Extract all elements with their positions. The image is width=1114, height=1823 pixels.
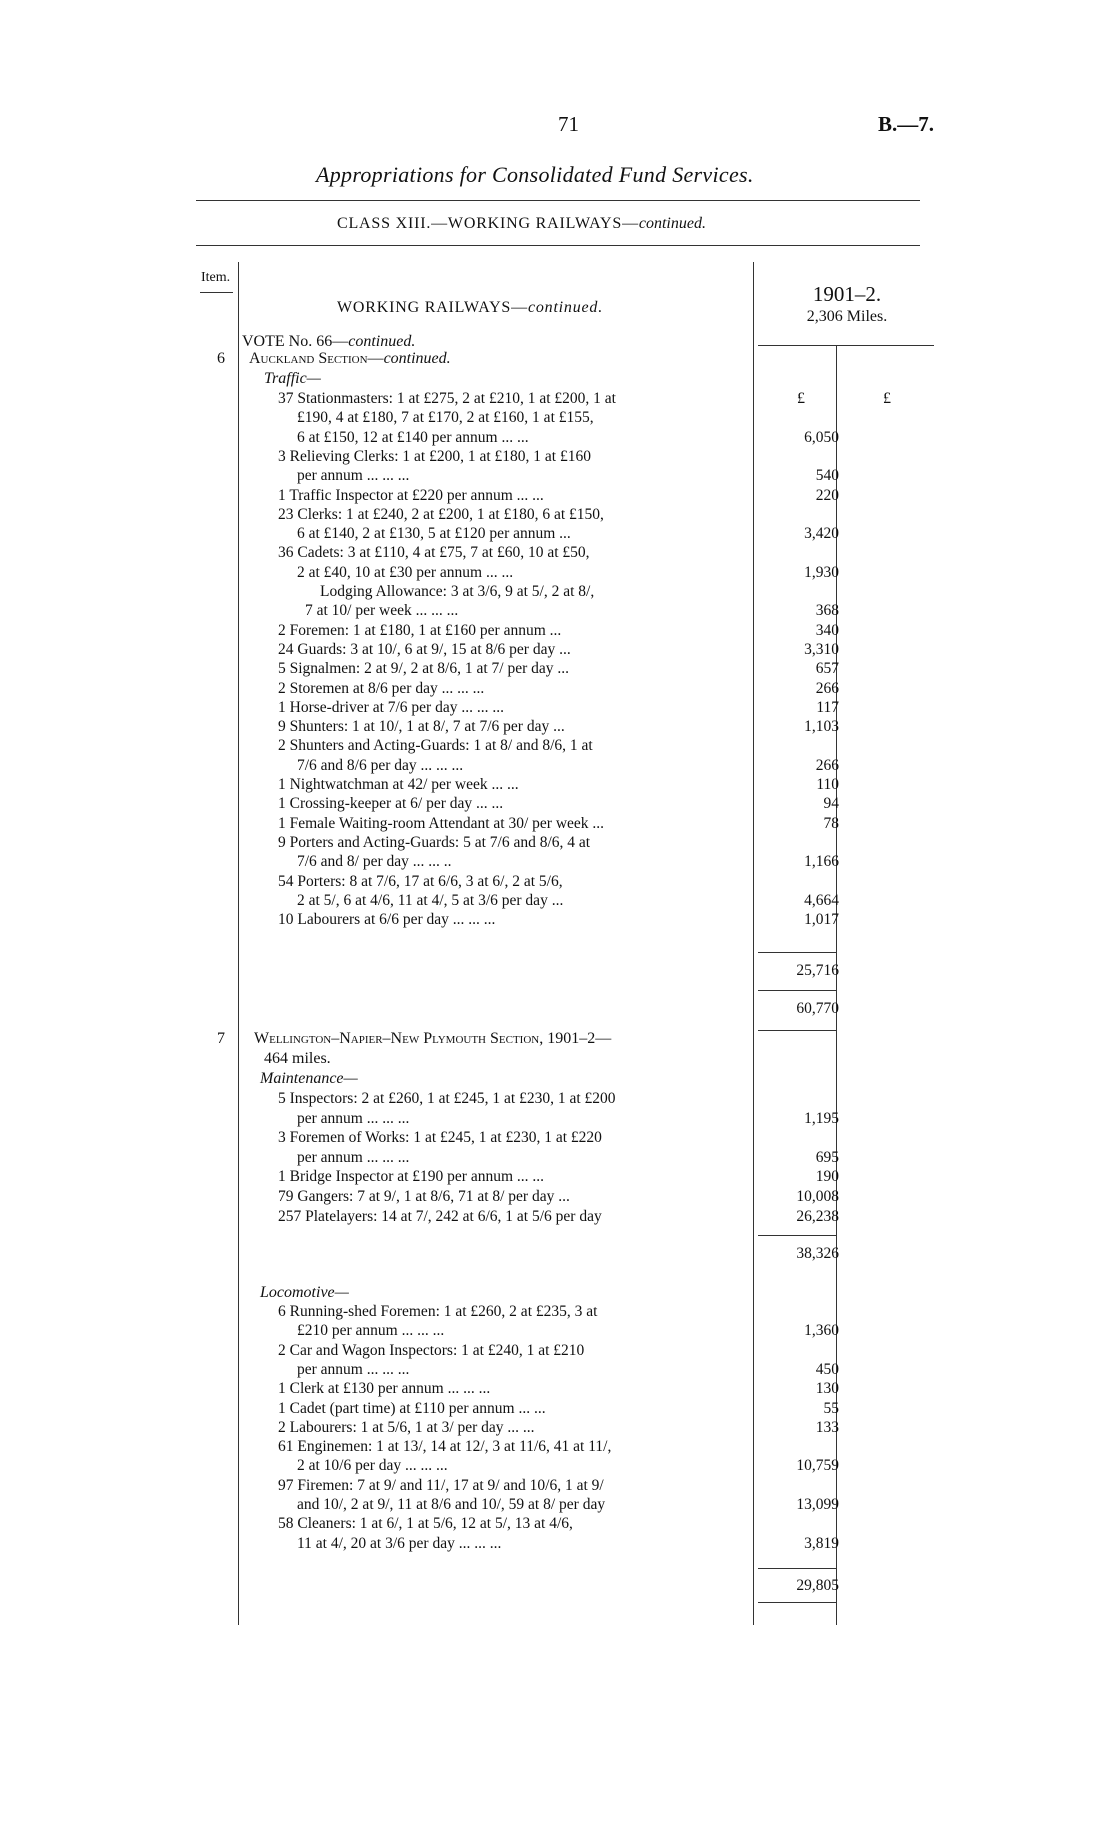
ledger-row-description: 97 Firemen: 7 at 9/ and 11/, 17 at 9/ and 10/6, 1 at 9/ xyxy=(278,1476,604,1494)
ledger-row-description: 61 Enginemen: 1 at 13/, 14 at 12/, 3 at 11/6, 41 at 11/, xyxy=(278,1438,612,1456)
ledger-row-description: 257 Platelayers: 14 at 7/, 242 at 6/6, 1 at 5/6 per day xyxy=(278,1207,602,1225)
ledger-row-amount: 110 xyxy=(816,776,839,793)
page-title: Appropriations for Consolidated Fund Services. xyxy=(316,162,754,187)
ledger-row-description: per annum ... ... ... xyxy=(297,1360,410,1378)
ledger-row-amount: 117 xyxy=(816,698,839,716)
item-column-header: Item. xyxy=(201,270,231,285)
year-header-rule xyxy=(758,345,934,346)
ledger-row-description: 7 at 10/ per week ... ... ... xyxy=(305,602,459,620)
ledger-row-description: 3 Relieving Clerks: 1 at £200, 1 at £180, 1 at £160 xyxy=(278,447,591,465)
ledger-row-description: 6 Running-shed Foremen: 1 at £260, 2 at £235, 3 at xyxy=(278,1303,598,1320)
ledger-row-description: 7/6 and 8/ per day ... ... .. xyxy=(297,853,452,871)
ledger-row-amount: 94 xyxy=(823,795,839,813)
ledger-row-description: 24 Guards: 3 at 10/, 6 at 9/, 15 at 8/6 per day ... xyxy=(278,640,571,658)
ledger-row-amount: 10,008 xyxy=(796,1188,839,1205)
maintenance-subtotal: 38,326 xyxy=(796,1245,839,1262)
item-header-rule xyxy=(200,292,233,293)
ledger-row-description: 23 Clerks: 1 at £240, 2 at £200, 1 at £180, 6 at £150, xyxy=(278,505,604,523)
ledger-row-description: per annum ... ... ... xyxy=(297,467,410,485)
ledger-row-amount: 26,238 xyxy=(796,1207,839,1225)
ledger-row-amount: 3,310 xyxy=(804,640,839,658)
locomotive-subtotal-rule xyxy=(758,1568,836,1569)
vote-label: VOTE No. 66—continued. xyxy=(242,333,416,350)
item6-total: 60,770 xyxy=(796,1000,839,1017)
maintenance-subheading: Maintenance— xyxy=(260,1070,358,1087)
ledger-row-description: 2 at 10/6 per day ... ... ... xyxy=(297,1457,448,1475)
ledger-row-amount: 340 xyxy=(815,621,839,639)
ledger-row-description: 2 at £40, 10 at £30 per annum ... ... xyxy=(297,563,514,581)
ledger-row-amount: 1,930 xyxy=(804,563,839,581)
ledger-row-description: 1 Female Waiting-room Attendant at 30/ per week ... xyxy=(278,814,605,832)
ledger-row-amount: 55 xyxy=(823,1399,839,1417)
item6-subtotal-rule xyxy=(758,952,836,953)
wellington-section-heading: Wellington–Napier–New Plymouth Section, 1901–2— xyxy=(254,1030,612,1047)
ledger-row-description: 36 Cadets: 3 at £110, 4 at £75, 7 at £60, 10 at £50, xyxy=(278,544,590,562)
ledger-row-amount: 368 xyxy=(815,602,839,620)
ledger-row-description: 1 Nightwatchman at 42/ per week ... ... xyxy=(278,776,519,793)
ledger-row-amount: 130 xyxy=(815,1380,839,1398)
locomotive-subheading: Locomotive— xyxy=(260,1284,349,1301)
header-rule xyxy=(196,245,920,246)
ledger-row-description: 2 at 5/, 6 at 4/6, 11 at 4/, 5 at 3/6 per day ... xyxy=(297,891,564,909)
ledger-row-description: 9 Porters and Acting-Guards: 5 at 7/6 and 8/6, 4 at xyxy=(278,833,591,851)
ledger-row-description: 1 Horse-driver at 7/6 per day ... ... ... xyxy=(278,698,504,716)
ledger-row-description: 6 at £150, 12 at £140 per annum ... ... xyxy=(297,428,529,446)
ledger-row-description: and 10/, 2 at 9/, 11 at 8/6 and 10/, 59 at 8/ per day xyxy=(297,1496,606,1513)
ledger-row-description: 2 Storemen at 8/6 per day ... ... ... xyxy=(278,679,485,697)
ledger-row-amount: 1,017 xyxy=(804,911,839,929)
ledger-row-description: £210 per annum ... ... ... xyxy=(297,1322,445,1340)
year-header: 1901–2. xyxy=(812,282,882,306)
ledger-row-amount: 3,420 xyxy=(804,525,839,543)
ledger-row-description: 3 Foremen of Works: 1 at £245, 1 at £230, 1 at £220 xyxy=(278,1129,602,1147)
ledger-row-description: 1 Bridge Inspector at £190 per annum ... ... xyxy=(278,1168,545,1186)
maintenance-subtotal-rule xyxy=(758,1235,836,1236)
title-rule xyxy=(196,200,920,201)
ledger-row-amount: 1,195 xyxy=(804,1109,839,1127)
ledger-row-description: 6 at £140, 2 at £130, 5 at £120 per annum ... xyxy=(297,525,571,543)
ledger-row-amount: 1,103 xyxy=(804,718,839,736)
ledger-row-amount: 10,759 xyxy=(796,1457,839,1475)
ledger-row-description: 10 Labourers at 6/6 per day ... ... ... xyxy=(278,911,496,929)
item6-subtotal: 25,716 xyxy=(796,962,839,979)
traffic-subheading: Traffic— xyxy=(264,370,321,387)
ledger-row-amount: 1,360 xyxy=(804,1322,839,1340)
class-title: CLASS XIII.—WORKING RAILWAYS—continued. xyxy=(337,215,706,232)
ledger-row-amount: 266 xyxy=(815,679,839,697)
ledger-row-description: 9 Shunters: 1 at 10/, 1 at 8/, 7 at 7/6 per day ... xyxy=(278,718,565,736)
locomotive-subtotal: 29,805 xyxy=(796,1577,839,1594)
miles-header: 2,306 Miles. xyxy=(806,308,888,325)
section-header: WORKING RAILWAYS—continued. xyxy=(337,299,604,316)
wellington-section-miles: 464 miles. xyxy=(264,1050,331,1067)
ledger-row-amount: 190 xyxy=(815,1168,839,1186)
ledger-row-description: 1 Crossing-keeper at 6/ per day ... ... xyxy=(278,795,504,813)
ledger-row-amount: 3,819 xyxy=(804,1534,839,1552)
ledger-row-description: per annum ... ... ... xyxy=(297,1109,410,1127)
page-number: 71 xyxy=(558,112,579,136)
ledger-row-description: 2 Shunters and Acting-Guards: 1 at 8/ and 8/6, 1 at xyxy=(278,737,593,755)
locomotive-end-rule xyxy=(758,1602,836,1603)
ledger-row-description: 1 Clerk at £130 per annum ... ... ... xyxy=(278,1380,491,1398)
ledger-row-amount: 13,099 xyxy=(796,1496,839,1513)
ledger-row-description: 54 Porters: 8 at 7/6, 17 at 6/6, 3 at 6/, 2 at 5/6, xyxy=(278,872,563,890)
ledger-row-description: 5 Inspectors: 2 at £260, 1 at £245, 1 at £230, 1 at £200 xyxy=(278,1090,616,1107)
ledger-row-description: 58 Cleaners: 1 at 6/, 1 at 5/6, 12 at 5/, 13 at 4/6, xyxy=(278,1515,573,1533)
amount-column-divider xyxy=(753,262,754,1625)
ledger-row-amount: 695 xyxy=(815,1148,839,1166)
ledger-row-description: 5 Signalmen: 2 at 9/, 2 at 8/6, 1 at 7/ per day ... xyxy=(278,660,570,678)
ledger-row-amount: 657 xyxy=(815,660,839,678)
ledger-row-amount: 78 xyxy=(823,814,839,832)
ledger-row-description: 1 Traffic Inspector at £220 per annum ... ... xyxy=(278,486,544,504)
auckland-section-heading: Auckland Section—continued. xyxy=(249,350,451,367)
ledger-row-amount: 6,050 xyxy=(804,428,839,446)
item6-end-rule xyxy=(758,1030,836,1031)
ledger-row-description: per annum ... ... ... xyxy=(297,1148,410,1166)
ledger-row-amount: 4,664 xyxy=(804,891,839,909)
item-number-7: 7 xyxy=(217,1030,225,1047)
ledger-row-amount: 133 xyxy=(815,1418,839,1436)
ledger-row-description: 2 Foremen: 1 at £180, 1 at £160 per annum ... xyxy=(278,621,562,639)
item6-total-rule xyxy=(758,990,836,991)
ledger-row-description: 37 Stationmasters: 1 at £275, 2 at £210, 1 at £200, 1 at xyxy=(278,390,616,407)
ledger-row-description: 79 Gangers: 7 at 9/, 1 at 8/6, 71 at 8/ per day ... xyxy=(278,1188,570,1205)
ledger-row-description: Lodging Allowance: 3 at 3/6, 9 at 5/, 2 at 8/, xyxy=(320,583,595,600)
document-reference: B.—7. xyxy=(878,112,935,136)
ledger-row-description: £190, 4 at £180, 7 at £170, 2 at £160, 1 at £155, xyxy=(297,409,594,427)
ledger-row-amount: 1,166 xyxy=(804,853,839,871)
currency-symbol-amount: £ xyxy=(797,390,805,407)
ledger-row-description: 2 Labourers: 1 at 5/6, 1 at 3/ per day ... ... xyxy=(278,1418,535,1436)
ledger-row-amount: 540 xyxy=(815,467,839,485)
ledger-row-description: 11 at 4/, 20 at 3/6 per day ... ... ... xyxy=(297,1534,502,1552)
ledger-row-description: 7/6 and 8/6 per day ... ... ... xyxy=(297,756,464,774)
ledger-row-amount: 266 xyxy=(815,756,839,774)
ledger-row-description: 2 Car and Wagon Inspectors: 1 at £240, 1 at £210 xyxy=(278,1341,585,1359)
item-column-divider xyxy=(238,262,239,1625)
ledger-row-amount: 220 xyxy=(815,486,839,504)
ledger-row-description: 1 Cadet (part time) at £110 per annum ... ... xyxy=(278,1399,546,1417)
ledger-row-amount: 450 xyxy=(815,1360,839,1378)
item-number-6: 6 xyxy=(217,350,225,367)
currency-symbol-total: £ xyxy=(883,390,891,407)
